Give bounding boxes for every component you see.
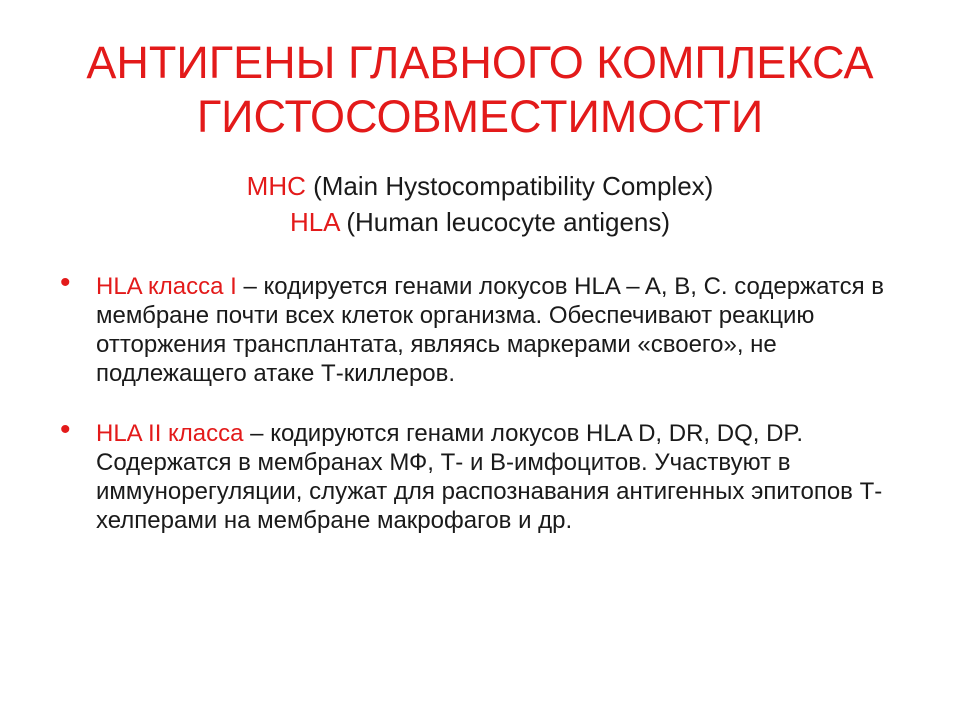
bullet-dot-icon: •: [60, 266, 71, 299]
bullet-hla-class-2: [60, 413, 920, 535]
abbreviation-definitions: [0, 168, 960, 240]
bullet-text: – кодируется генами локусов HLA – A, B, C. содержатся в мембране почти всех клеток организма. Обеспечивают реакцию отторжения трансплантата, являясь маркерами «своего», не подлежащего атаке Т-киллеров.: [96, 273, 885, 387]
expansion-hla: (Human leucocyte antigens): [339, 207, 671, 237]
slide-title-line-1: АНТИГЕНЫ ГЛАВНОГО КОМПЛЕКСА: [86, 37, 874, 88]
bullet-term: HLA II класса: [96, 420, 244, 447]
bullet-text: – кодируются генами локусов HLA D, DR, DQ, DP. Содержатся в мембранах МФ, Т- и В-имфоцитов. Участвуют в иммунорегуляции, служат для распознавания антигенных эпитопов Т-хелперами на мембране макрофагов и др.: [96, 420, 883, 534]
expansion-mhc: (Main Hystocompatibility Complex): [305, 171, 714, 201]
bullet-dot-icon: •: [60, 413, 71, 446]
slide-title-line-2: ГИСТОСОВМЕСТИМОСТИ: [196, 91, 764, 142]
abbr-hla: HLA: [289, 207, 340, 237]
abbr-mhc: MHC: [246, 171, 306, 201]
bullet-list: [60, 266, 920, 566]
bullet-hla-class-1: [60, 266, 920, 388]
definition-mhc: [0, 168, 960, 204]
definition-hla: [0, 204, 960, 240]
bullet-term: HLA класса I: [96, 273, 237, 300]
slide-title: [0, 36, 960, 144]
